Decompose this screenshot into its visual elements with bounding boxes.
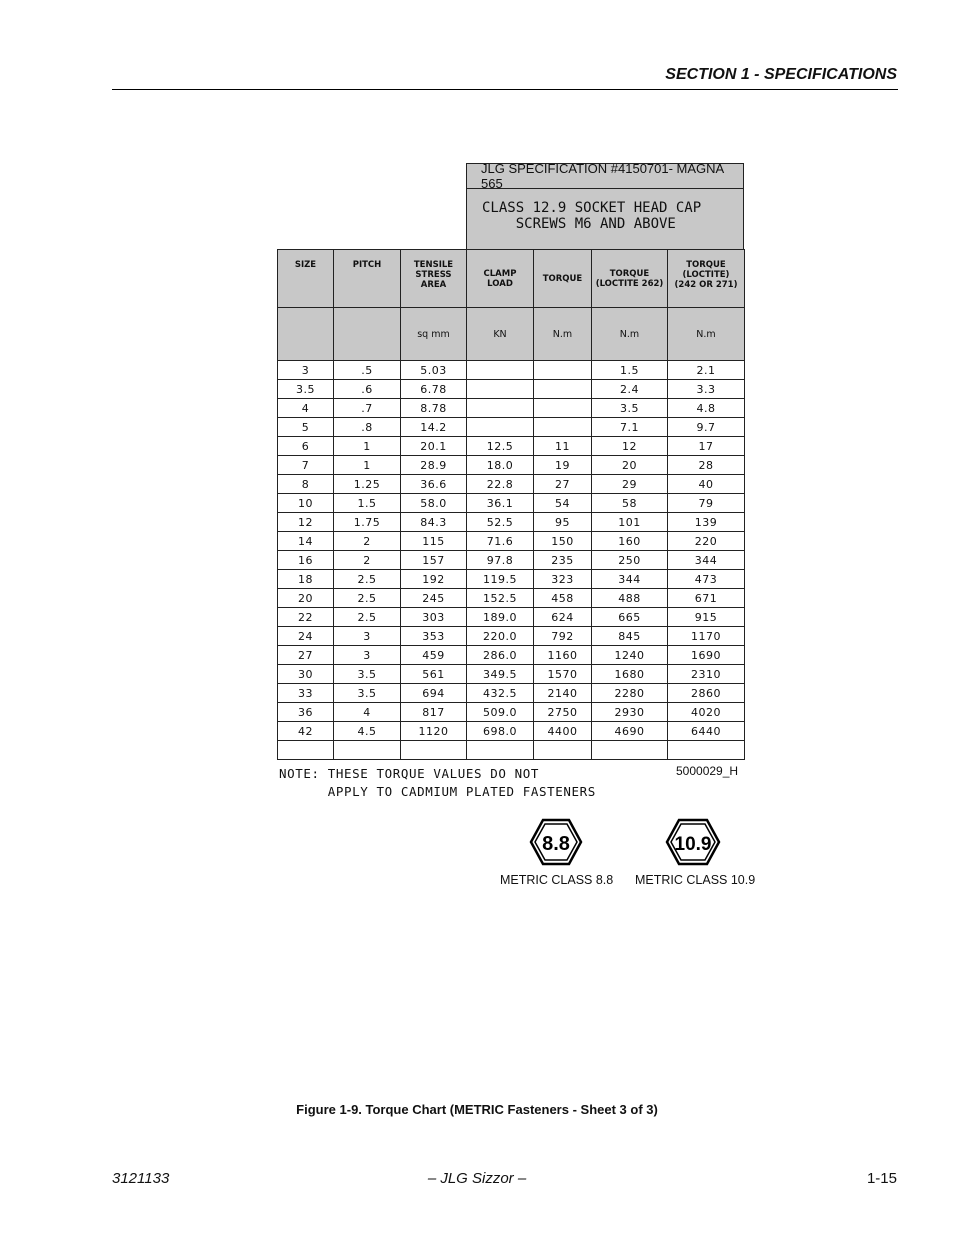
- table-cell: 27: [534, 475, 592, 494]
- spec-class-description: CLASS 12.9 SOCKET HEAD CAP SCREWS M6 AND ABOVE: [482, 200, 702, 232]
- table-cell: 1.5: [334, 494, 401, 513]
- table-row: [278, 361, 745, 380]
- table-cell: 845: [592, 627, 668, 646]
- table-cell: 2860: [668, 684, 745, 703]
- table-cell: 3.5: [334, 684, 401, 703]
- table-cell: 42: [278, 722, 334, 741]
- table-row: [278, 475, 745, 494]
- table-cell: 459: [401, 646, 467, 665]
- table-row: [278, 646, 745, 665]
- table-cell: 488: [592, 589, 668, 608]
- table-cell: 29: [592, 475, 668, 494]
- table-cell: 2280: [592, 684, 668, 703]
- table-cell: [467, 380, 534, 399]
- spec-box: [466, 163, 744, 250]
- table-cell: 24: [278, 627, 334, 646]
- table-cell: 1160: [534, 646, 592, 665]
- table-cell: 1: [334, 456, 401, 475]
- table-cell: 1680: [592, 665, 668, 684]
- table-row: [278, 380, 745, 399]
- table-cell: 14: [278, 532, 334, 551]
- table-cell: 1120: [401, 722, 467, 741]
- table-cell: 101: [592, 513, 668, 532]
- table-row: [278, 513, 745, 532]
- table-cell: 14.2: [401, 418, 467, 437]
- table-cell: 1: [334, 437, 401, 456]
- table-cell: 189.0: [467, 608, 534, 627]
- table-cell: 3: [278, 361, 334, 380]
- table-cell: 509.0: [467, 703, 534, 722]
- spec-title: JLG SPECIFICATION #4150701- MAGNA 565: [467, 164, 743, 189]
- table-cell: 817: [401, 703, 467, 722]
- table-cell: 286.0: [467, 646, 534, 665]
- table-cell: 235: [534, 551, 592, 570]
- table-cell: 4690: [592, 722, 668, 741]
- table-cell: 303: [401, 608, 467, 627]
- table-row: [278, 741, 745, 760]
- unit-cell: [334, 308, 401, 361]
- header-rule: [112, 89, 898, 90]
- table-cell: 4.8: [668, 399, 745, 418]
- table-cell: 220: [668, 532, 745, 551]
- table-cell: 220.0: [467, 627, 534, 646]
- table-cell: 58.0: [401, 494, 467, 513]
- table-cell: 3.5: [278, 380, 334, 399]
- table-row: [278, 456, 745, 475]
- table-cell: 36.1: [467, 494, 534, 513]
- table-cell: 27: [278, 646, 334, 665]
- table-cell: 17: [668, 437, 745, 456]
- column-header: TORQUE (LOCTITE) (242 OR 271): [668, 250, 745, 308]
- table-cell: 8: [278, 475, 334, 494]
- table-cell: 2140: [534, 684, 592, 703]
- table-cell: 4.5: [334, 722, 401, 741]
- table-cell: 349.5: [467, 665, 534, 684]
- table-row: [278, 589, 745, 608]
- table-cell: 20: [592, 456, 668, 475]
- table-cell: 10: [278, 494, 334, 513]
- table-cell: 323: [534, 570, 592, 589]
- class-8-8-caption: METRIC CLASS 8.8: [500, 873, 614, 887]
- table-cell: 3.3: [668, 380, 745, 399]
- class-10-9-caption: METRIC CLASS 10.9: [635, 873, 756, 887]
- table-cell: 79: [668, 494, 745, 513]
- table-row: [278, 665, 745, 684]
- table-cell: [334, 741, 401, 760]
- table-cell: 1.75: [334, 513, 401, 532]
- table-cell: [534, 741, 592, 760]
- table-cell: 4400: [534, 722, 592, 741]
- torque-table: [277, 249, 745, 760]
- table-cell: 561: [401, 665, 467, 684]
- table-cell: 20: [278, 589, 334, 608]
- table-cell: 97.8: [467, 551, 534, 570]
- table-cell: 5: [278, 418, 334, 437]
- table-cell: 7: [278, 456, 334, 475]
- table-cell: [534, 418, 592, 437]
- table-cell: 915: [668, 608, 745, 627]
- table-cell: 353: [401, 627, 467, 646]
- table-cell: 2.5: [334, 608, 401, 627]
- table-cell: 119.5: [467, 570, 534, 589]
- class-8-8-mark: 8.8: [542, 833, 570, 855]
- table-cell: 1570: [534, 665, 592, 684]
- column-header: TORQUE: [534, 250, 592, 308]
- table-cell: 792: [534, 627, 592, 646]
- table-row: [278, 532, 745, 551]
- table-cell: 2.5: [334, 570, 401, 589]
- table-cell: 3.5: [592, 399, 668, 418]
- unit-cell: KN: [467, 308, 534, 361]
- footer-doc-number: 3121133: [112, 1170, 170, 1187]
- table-cell: 36.6: [401, 475, 467, 494]
- table-cell: [534, 399, 592, 418]
- table-row: [278, 399, 745, 418]
- unit-cell: N.m: [668, 308, 745, 361]
- figure-caption: Figure 1-9. Torque Chart (METRIC Fasteners - Sheet 3 of 3): [296, 1102, 658, 1117]
- table-cell: 1170: [668, 627, 745, 646]
- table-cell: 12: [278, 513, 334, 532]
- table-cell: 28: [668, 456, 745, 475]
- table-cell: 2: [334, 551, 401, 570]
- table-cell: [668, 741, 745, 760]
- units-row: [278, 308, 745, 361]
- table-cell: 12.5: [467, 437, 534, 456]
- table-cell: 71.6: [467, 532, 534, 551]
- note: NOTE: THESE TORQUE VALUES DO NOT APPLY TO CADMIUM PLATED FASTENERS: [279, 766, 596, 799]
- table-cell: 157: [401, 551, 467, 570]
- table-cell: 139: [668, 513, 745, 532]
- table-cell: 16: [278, 551, 334, 570]
- table-cell: 18: [278, 570, 334, 589]
- header-row: [278, 250, 745, 308]
- column-header: TORQUE (LOCTITE 262): [592, 250, 668, 308]
- table-cell: [278, 741, 334, 760]
- footer-page-number: 1-15: [866, 1170, 897, 1187]
- table-row: [278, 684, 745, 703]
- class-8-8-hex-icon: [529, 818, 583, 866]
- table-row: [278, 437, 745, 456]
- table-cell: 473: [668, 570, 745, 589]
- table-cell: 22: [278, 608, 334, 627]
- table-cell: [467, 418, 534, 437]
- table-row: [278, 418, 745, 437]
- table-cell: 624: [534, 608, 592, 627]
- unit-cell: N.m: [592, 308, 668, 361]
- table-cell: .7: [334, 399, 401, 418]
- table-cell: 2310: [668, 665, 745, 684]
- table-cell: .8: [334, 418, 401, 437]
- table-cell: [467, 361, 534, 380]
- table-row: [278, 608, 745, 627]
- table-cell: 671: [668, 589, 745, 608]
- table-cell: 3: [334, 627, 401, 646]
- table-cell: 245: [401, 589, 467, 608]
- table-cell: [534, 380, 592, 399]
- table-cell: 160: [592, 532, 668, 551]
- table-cell: 4020: [668, 703, 745, 722]
- table-cell: 344: [668, 551, 745, 570]
- table-cell: 2.1: [668, 361, 745, 380]
- drawing-number: 5000029_H: [676, 764, 739, 778]
- table-row: [278, 627, 745, 646]
- section-title: SECTION 1 - SPECIFICATIONS: [665, 66, 897, 83]
- table-cell: 5.03: [401, 361, 467, 380]
- table-cell: 152.5: [467, 589, 534, 608]
- table-row: [278, 494, 745, 513]
- table-cell: 3.5: [334, 665, 401, 684]
- column-header: PITCH: [334, 250, 401, 308]
- table-row: [278, 570, 745, 589]
- table-cell: 84.3: [401, 513, 467, 532]
- table-cell: 344: [592, 570, 668, 589]
- table-cell: 150: [534, 532, 592, 551]
- table-cell: 665: [592, 608, 668, 627]
- class-10-9-mark: 10.9: [674, 834, 712, 855]
- table-cell: 18.0: [467, 456, 534, 475]
- table-cell: 30: [278, 665, 334, 684]
- table-cell: 1.25: [334, 475, 401, 494]
- column-header: TENSILE STRESS AREA: [401, 250, 467, 308]
- table-cell: 22.8: [467, 475, 534, 494]
- table-cell: 432.5: [467, 684, 534, 703]
- table-cell: 20.1: [401, 437, 467, 456]
- table-cell: 115: [401, 532, 467, 551]
- column-header: CLAMP LOAD: [467, 250, 534, 308]
- table-cell: 6: [278, 437, 334, 456]
- unit-cell: sq mm: [401, 308, 467, 361]
- table-cell: 2: [334, 532, 401, 551]
- table-cell: 54: [534, 494, 592, 513]
- column-header: SIZE: [278, 250, 334, 308]
- table-row: [278, 551, 745, 570]
- table-cell: 4: [334, 703, 401, 722]
- table-cell: 2930: [592, 703, 668, 722]
- table-cell: [467, 741, 534, 760]
- table-cell: 192: [401, 570, 467, 589]
- table-cell: 58: [592, 494, 668, 513]
- table-cell: 6440: [668, 722, 745, 741]
- table-cell: 33: [278, 684, 334, 703]
- table-row: [278, 703, 745, 722]
- table-cell: [592, 741, 668, 760]
- table-cell: .5: [334, 361, 401, 380]
- table-cell: 2.4: [592, 380, 668, 399]
- table-cell: 52.5: [467, 513, 534, 532]
- unit-cell: [278, 308, 334, 361]
- table-cell: 7.1: [592, 418, 668, 437]
- table-cell: 458: [534, 589, 592, 608]
- table-cell: 1690: [668, 646, 745, 665]
- table-cell: 3: [334, 646, 401, 665]
- table-cell: 2750: [534, 703, 592, 722]
- table-cell: 9.7: [668, 418, 745, 437]
- table-cell: .6: [334, 380, 401, 399]
- table-cell: [401, 741, 467, 760]
- table-row: [278, 722, 745, 741]
- table-cell: 28.9: [401, 456, 467, 475]
- table-cell: 12: [592, 437, 668, 456]
- table-cell: 11: [534, 437, 592, 456]
- table-cell: 698.0: [467, 722, 534, 741]
- table-cell: 2.5: [334, 589, 401, 608]
- unit-cell: N.m: [534, 308, 592, 361]
- table-cell: 19: [534, 456, 592, 475]
- class-10-9-hex-icon: [665, 818, 721, 866]
- table-cell: 1240: [592, 646, 668, 665]
- table-cell: 6.78: [401, 380, 467, 399]
- table-cell: 250: [592, 551, 668, 570]
- table-cell: 4: [278, 399, 334, 418]
- table-cell: 40: [668, 475, 745, 494]
- footer-product: – JLG Sizzor –: [427, 1170, 527, 1187]
- table-cell: [534, 361, 592, 380]
- table-cell: 1.5: [592, 361, 668, 380]
- table-cell: [467, 399, 534, 418]
- table-cell: 36: [278, 703, 334, 722]
- table-cell: 8.78: [401, 399, 467, 418]
- table-cell: 95: [534, 513, 592, 532]
- table-cell: 694: [401, 684, 467, 703]
